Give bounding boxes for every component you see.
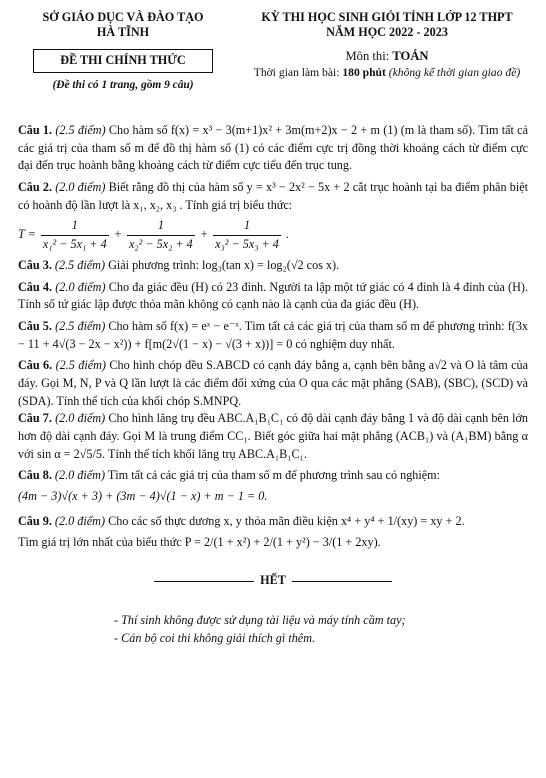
time-label: Thời gian làm bài: [253, 65, 340, 79]
end-marker [18, 572, 528, 590]
question-points: (2.5 điểm) [55, 123, 106, 137]
question-8 [18, 467, 528, 485]
question-label: Câu 5. [18, 318, 52, 333]
end-rule-left [154, 581, 254, 582]
end-label: HẾT [260, 573, 286, 588]
question-points: (2.0 điểm) [54, 513, 106, 528]
fraction [41, 217, 109, 253]
question-label: Câu 2. [18, 180, 52, 195]
question-points: (2.0 điểm) [55, 180, 106, 195]
question-text: Cho hàm số f(x) = x³ − 3(m+1)x² + 3m(m+2)x − 2 + m (1) (m là tham số). Tìm tất cả các giá trị của tham số m để đồ thị hàm số (1) có các điểm cực trị đồng thời khoảng cách từ điểm cực đại đến trục hoành bằng khoảng cách từ điểm cực tiểu đến trục tung. [18, 123, 529, 173]
numerator: 1 [127, 217, 195, 236]
numerator: 1 [213, 217, 281, 236]
plus-sign: + [113, 227, 122, 242]
question-points: (2.5 điểm) [54, 257, 106, 272]
footnote-2: - Cán bộ coi thi không giải thích gì thêm. [114, 630, 316, 645]
header-right [228, 10, 546, 80]
exam-title-line2: NĂM HỌC 2022 - 2023 [326, 24, 448, 39]
exam-title-line1: KỲ THI HỌC SINH GIỎI TỈNH LỚP 12 THPT [261, 10, 513, 24]
header-left [18, 10, 228, 94]
question-points: (2.0 điểm) [54, 468, 106, 483]
question-3 [18, 257, 528, 275]
question-7 [18, 410, 528, 463]
question-text: Cho hình lăng trụ đều ABC.A₁B₁C₁ có độ dài cạnh đáy bằng 1 và độ dài cạnh bên lớn hơn độ dài cạnh đáy. Gọi M là trung điểm CC₁. Biết góc giữa hai mặt phẳng (ACB₁) và (A₁BM) bằng α với sin α = 2√5/5. Tính thể tích khối lăng trụ ABC.A₁B₁C₁. [18, 411, 528, 461]
question-text: Biết rằng đồ thị của hàm số y = x³ − 2x² − 5x + 2 cắt trục hoành tại ba điểm phân biệt có hoành độ lần lượt là x₁, x₂, x₃ . Tính giá trị biểu thức: [18, 180, 528, 212]
official-exam-badge: ĐỀ THI CHÍNH THỨC [33, 49, 212, 73]
question-label: Câu 1. [18, 123, 53, 137]
formula-end: . [285, 227, 289, 242]
denominator: x₁² − 5x₁ + 4 [42, 237, 107, 252]
question-text: Tìm tất cả các giá trị của tham số m để phương trình sau có nghiệm: [107, 468, 441, 483]
question-text: Cho hình chóp đều S.ABCD có cạnh đáy bằng a, cạnh bên bằng a√2 và O là tâm của đáy. Gọi M, N, P và Q lần lượt là các điểm đối xứng của O qua các mặt phẳng (SAB), (SBC), (SCD) và (SDA). Tính thể tích của khối chóp S.MNPQ. [18, 358, 529, 408]
question-points: (2.5 điểm) [55, 318, 106, 333]
department-line1: SỞ GIÁO DỤC VÀ ĐÀO TẠO [42, 10, 204, 24]
subject-label: Môn thi: [345, 49, 390, 64]
question-4 [18, 279, 528, 314]
formula-lhs: T = [18, 227, 36, 242]
time-value: 180 phút [342, 65, 386, 79]
question-text: Cho các số thực dương x, y thỏa mãn điều kiện x⁴ + y⁴ + 1/(xy) = xy + 2. [108, 513, 465, 528]
time-note: (không kể thời gian giao đề) [388, 65, 521, 79]
questions-list [18, 122, 528, 552]
question-points: (2.0 điểm) [55, 411, 106, 426]
question-label: Câu 3. [18, 257, 52, 272]
question-label: Câu 8. [18, 468, 52, 483]
question-label: Câu 4. [18, 279, 53, 294]
fraction [127, 217, 195, 253]
time-line [228, 66, 546, 80]
question-9-part-b: Tìm giá trị lớn nhất của biểu thức P = 2/(1 + x²) + 2/(1 + y²) − 3/(1 + 2xy). [18, 535, 381, 550]
plus-sign: + [199, 227, 209, 242]
question-2-formula [18, 217, 528, 253]
department-line2: HÀ TĨNH [96, 24, 150, 39]
question-points: (2.5 điểm) [55, 358, 106, 373]
subject-name: TOÁN [392, 49, 429, 64]
page-note: (Đề thi có 1 trang, gồm 9 câu) [52, 78, 194, 91]
question-1 [18, 122, 528, 175]
denominator: x₂² − 5x₂ + 4 [129, 237, 193, 252]
question-9 [18, 513, 528, 531]
question-text: Giải phương trình: log₃(tan x) = log₂(√2 cos x). [108, 257, 340, 272]
question-points: (2.0 điểm) [55, 279, 106, 294]
question-6 [18, 357, 528, 410]
subject-line [228, 47, 546, 65]
question-5 [18, 318, 528, 353]
question-2 [18, 179, 528, 214]
numerator: 1 [41, 217, 109, 236]
question-label: Câu 6. [18, 358, 53, 373]
exam-header [18, 10, 528, 122]
question-8-formula: (4m − 3)√(x + 3) + (3m − 4)√(1 − x) + m − 1 = 0. [18, 489, 268, 504]
footnote-1: - Thí sinh không được sử dụng tài liệu và máy tính cầm tay; [114, 612, 406, 627]
denominator: x₃² − 5x₃ + 4 [215, 237, 279, 252]
question-label: Câu 9. [18, 513, 52, 528]
question-text: Cho hàm số f(x) = eˣ − e⁻ˣ. Tìm tất cả các giá trị của tham số m để phương trình: f(3x − 11 + 4√(3 − 2x − x²)) + f[m(2√(1 − x) − √(3 + x))] = 0 có nghiệm duy nhất. [18, 318, 529, 351]
question-text: Cho đa giác đều (H) có 23 đỉnh. Người ta lập một tứ giác có 4 đỉnh là 4 đỉnh của (H). Tính số tứ giác lập được thỏa mãn không có cạnh nào là cạnh của đa giác đều (H). [18, 279, 529, 312]
end-rule-right [292, 581, 392, 582]
fraction [213, 217, 281, 253]
question-label: Câu 7. [18, 411, 52, 426]
footnotes [18, 612, 528, 647]
